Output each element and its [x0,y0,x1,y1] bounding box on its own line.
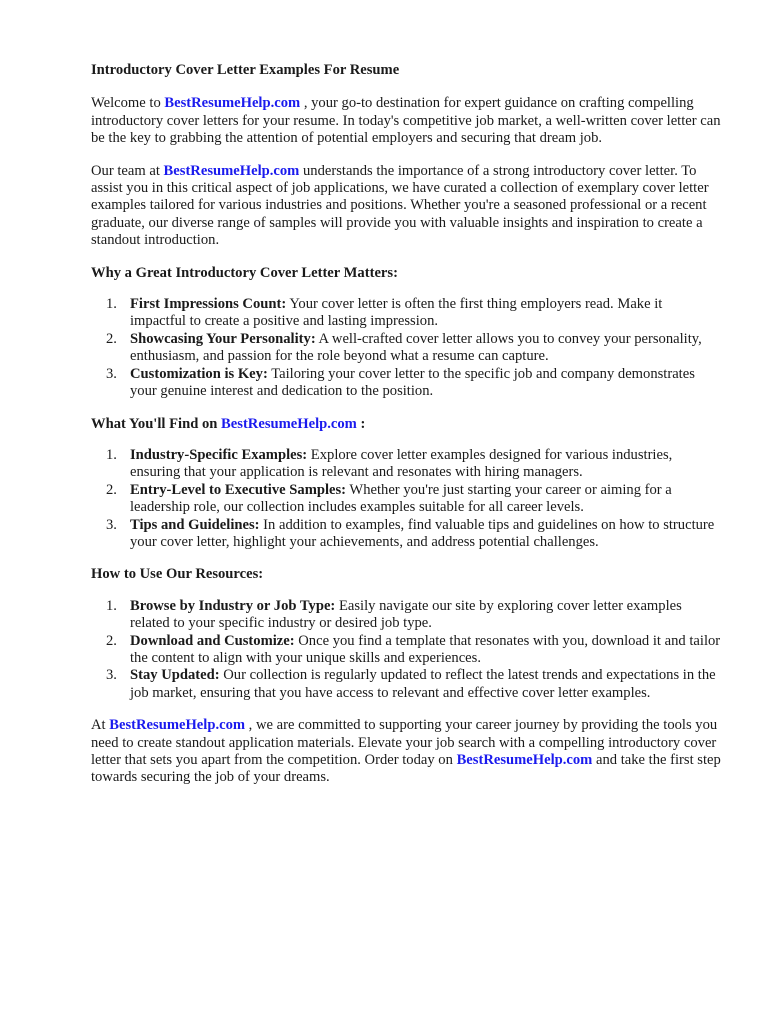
list-item-text: A well-crafted cover letter allows you to convey your personality, enthusiasm, and passion for the role beyond what a resume can capture. [130,330,702,365]
find-list [91,447,721,551]
how-list [91,598,721,702]
site-link[interactable]: BestResumeHelp.com [109,717,246,734]
closing-paragraph [91,717,721,787]
list-number: 2. [106,330,117,347]
list-item [91,331,721,366]
list-item-label: Industry-Specific Examples: [130,446,308,463]
list-item-label: First Impressions Count: [130,296,287,313]
list-number: 1. [106,597,117,614]
team-text-after: understands the importance of a strong introductory cover letter. To assist you in this critical aspect of job applications, we have curated a collection of exemplary cover letter examples tailored for various industries and positions. Whether you're a seasoned professional or a recent graduate, our diverse range of samples will provide you with valuable insights and inspiration to create a standout introduction. [91,162,709,249]
closing-text-2: , we are committed to supporting your career journey by providing the tools you need to create standout application materials. Elevate your job search with a compelling introductory cover letter that sets you apart from the competition. Order today on [91,717,718,768]
list-item-label: Stay Updated: [130,667,220,684]
list-item [91,598,721,633]
list-number: 2. [106,632,117,649]
list-number: 1. [106,296,117,313]
section-heading-why: Why a Great Introductory Cover Letter Matters: [91,264,398,281]
list-item [91,296,721,331]
list-item [91,517,721,552]
list-item-text: Our collection is regularly updated to reflect the latest trends and expectations in the job market, ensuring that you have access to relevant and effective cover letter examples. [130,667,716,701]
document-body [91,62,721,787]
list-item-text: Whether you're just starting your career or aiming for a leadership role, our collection includes examples suitable for all career levels. [130,481,672,516]
list-item-text: Explore cover letter examples designed for various industries, ensuring that your application is relevant and resonates with hiring managers. [130,446,673,481]
section-heading-find [91,416,721,433]
list-item-text: In addition to examples, find valuable tips and guidelines on how to structure your cover letter, highlight your achievements, and address potential challenges. [130,516,715,550]
why-list [91,296,721,400]
list-item-text: Tailoring your cover letter to the specific job and company demonstrates your genuine interest and dedication to the position. [130,365,695,400]
intro-text-before: Welcome to [91,95,165,112]
list-number: 2. [106,481,117,498]
list-item-label: Browse by Industry or Job Type: [130,597,336,614]
find-heading-before: What You'll Find on [91,415,222,432]
list-item [91,482,721,517]
list-item [91,447,721,482]
site-link[interactable]: BestResumeHelp.com [221,415,357,432]
list-number: 1. [106,446,117,463]
site-link[interactable]: BestResumeHelp.com [164,95,301,112]
list-item-label: Tips and Guidelines: [130,516,260,533]
list-item-text: Easily navigate our site by exploring cover letter examples related to your specific industry or desired job type. [130,597,682,632]
team-paragraph [91,163,721,250]
list-item-text: Your cover letter is often the first thing employers read. Make it impactful to create a positive and lasting impression. [130,296,663,330]
list-item-text: Once you find a template that resonates with you, download it and tailor the content to align with your unique skills and experiences. [130,632,721,666]
site-link[interactable]: BestResumeHelp.com [456,752,593,768]
intro-paragraph [91,95,721,147]
list-item-label: Entry-Level to Executive Samples: [130,481,347,498]
closing-text-3: and take the first step towards securing the job of your dreams. [91,752,721,786]
list-item [91,366,721,401]
list-number: 3. [106,516,117,533]
list-number: 3. [106,667,117,684]
section-heading-how: How to Use Our Resources: [91,566,264,583]
site-link[interactable]: BestResumeHelp.com [163,162,300,179]
closing-text-1: At [91,717,110,734]
list-item-label: Showcasing Your Personality: [130,330,316,347]
list-item [91,667,721,702]
intro-text-after: , your go-to destination for expert guidance on crafting compelling introductory cover letters for your resume. In today's competitive job market, a well-written cover letter can be the key to grabbing the attention of potential employers and securing that dream job. [91,95,721,147]
find-heading-after: : [356,415,366,432]
list-item-label: Customization is Key: [130,365,268,382]
list-item [91,633,721,668]
team-text-before: Our team at [91,162,164,179]
list-number: 3. [106,365,117,382]
document-title: Introductory Cover Letter Examples For Resume [91,62,400,78]
list-item-label: Download and Customize: [130,632,295,649]
